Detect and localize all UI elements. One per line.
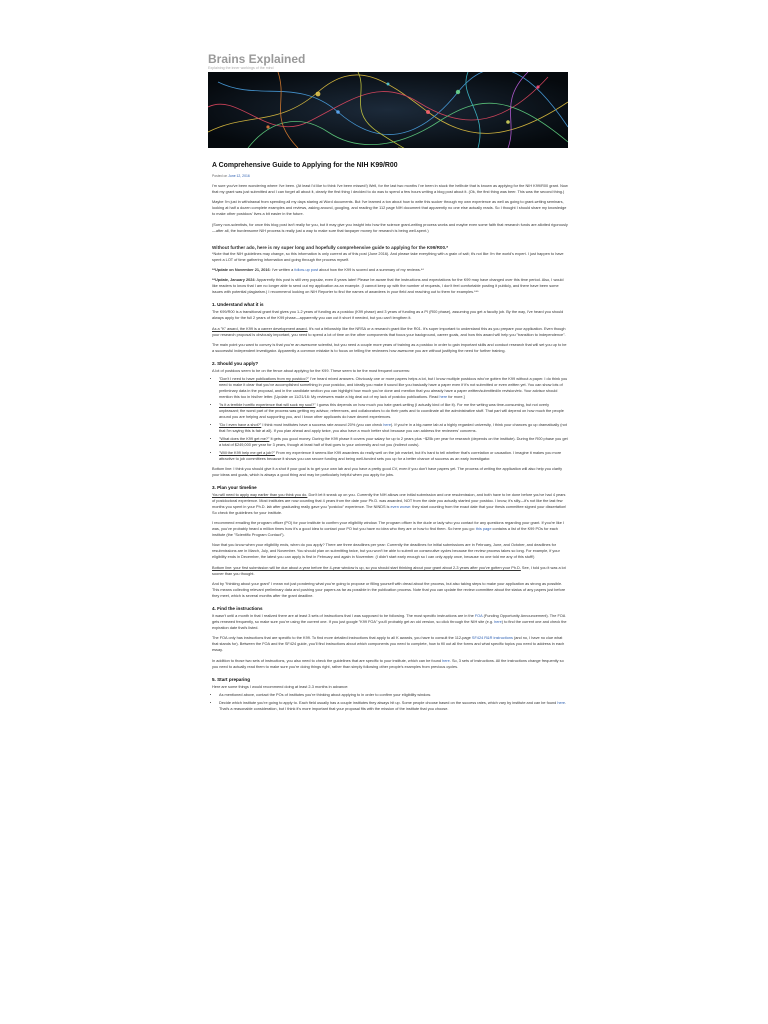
- s3-text: See, I told you it was a lot sooner than you thought.: [212, 565, 566, 576]
- list-item: [219, 451, 568, 463]
- s4-paragraph: [212, 636, 568, 654]
- site-title[interactable]: Brains Explained: [208, 52, 306, 66]
- s3-text: Don't let it sneak up on you. Currently the NIH allows one initial submission and one resubmission, and both have to be done before you've had 4 years of postdoctoral experience. Most institutes are now counting that 4 years from the date your Ph.D. was awarded, NOT from the date you actually started your postdoc. I know, it's silly—it's not like the last few months you spent in your Ph.D. lab after graduating really gave you "postdoc" experience. The NINDS is: [212, 492, 566, 509]
- s1-paragraph: [212, 327, 568, 339]
- answer: It gets you good money. During the K99 phase it covers your salary for up to 2 years plus ~$25k per year for research (depends on the institute). During the R00 phase you get a total of $249,000 per year for 3 years, though at least half of that goes to your university and not you (indirect costs).: [219, 436, 568, 447]
- here-link[interactable]: here: [442, 658, 450, 663]
- s3-paragraph: Now that you know when your eligibility ends, when do you apply? There are three deadlines per year: Currently the deadlines for initial submissions are in February, June, and October, and deadlines for resubmissions are in March, July, and November. You should plan on submitting twice, but you won't be able to submit on consecutive cycles because the review process takes so long. For example, if your eligibility ends in December, the latest you can apply is first in February and again in November. (I didn't start early enough so I can only apply once, because no one told me any of this stuff!): [212, 543, 560, 560]
- post-date-link[interactable]: June 12, 2016: [228, 174, 250, 178]
- s3-underlined: You will need to apply way earlier than you think you do.: [212, 492, 308, 497]
- question: "Will the K99 help me get a job?": [219, 450, 275, 455]
- update-1-text: : I've written a: [269, 268, 295, 273]
- section-heading-2: 2. Should you apply?: [212, 361, 259, 367]
- question: "What does the K99 get me?": [219, 436, 270, 441]
- lead-rest: *Note that the NIH guidelines may change, so this information is only current as of this post (June 2016). And please take everything with a grain of salt; it's not like I'm the world's expert. I just happen to have spent a LOT of time gathering information and going through the process myself.: [212, 251, 564, 262]
- update-2-label: **Update, January 2024: [212, 278, 255, 283]
- update-2-text: : Apparently this post is still very popular, even 8 years later! Please be aware that the instructions and expectations for the K99 may have changed over this time period. Also, I would like readers to know that I am no longer able to send out my application as an example. (I cannot keep up with the number of requests, I don't feel comfortable posting it publicly, and there have been some issues with potential plagiarism.) I recommend looking on NIH Reporter to find the names of awardees in your field and reaching out to them for examples.***: [212, 278, 564, 295]
- s5-list: [212, 693, 568, 713]
- s4-text: It wasn't until a month in that I realized there are at least 3 sets of instructions that I was supposed to be following. The most specific instructions are in the: [212, 614, 475, 619]
- s3-paragraph: And by "thinking about your grant" I mean not just pondering what you're going to propose or filling yourself with dread about the process, but also taking steps to make your application as strong as possible. This means collecting relevant preliminary data and pushing your papers as far as possible in the publication process. Note that you can update the review committee about the status of any papers just before they meet, which is several months after the grant deadline.: [212, 582, 566, 598]
- intro-paragraph: Maybe I'm just in withdrawal from spending all my days staring at Word documents. But I've learned a ton about how to write this sucker through my own experience as well as going to grant-writing seminars, looking at half a dozen complete examples and reviews, asking around, googling, and reading the 112 page NIH document that apparently no one else actually reads. So I thought I should share my knowledge to make other postdocs' lives a bit easier in the future.: [212, 200, 567, 217]
- item-text: Decide which institute you're going to apply to. Each field usually has a couple institutes they always hit up. Some people choose based on the success rates, which vary by institute and can be found: [219, 700, 558, 705]
- post-meta: [212, 174, 250, 178]
- s1-paragraph: The main point you want to convey is that you're an awesome scientist, but you need a couple more years of training as a postdoc in order to gain important skills and conduct research that will set you up to be a successful independent investigator. Apparently a common mistake is to focus on telling the reviewers how awesome you are without justifying the need for further training.: [212, 343, 567, 354]
- answer: I guess this depends on how much you hate grant-writing (I actually kind of like it). For me the writing was time-consuming, but not overly unpleasant; the worst part of the process was getting my advisor, references, and collaborators to do their parts and to coordinate all the administrative stuff. That part will depend on how much the people around you are helping and supporting you, and I know other applicants do have decent experiences.: [219, 403, 564, 419]
- update-1-tail: about how the K99 is scored and a summary of my reviews.**: [318, 268, 424, 273]
- answer: I think most institutes have a success rate around 20% (you can check: [261, 422, 384, 427]
- item-tail: . That's a reasonable consideration, but I think it's more important that your proposal fits with the mission of the institute that you choose.: [219, 700, 567, 711]
- s4-text-tail: (and no, I have no clue what that stands for). Between the FOA and the SF424 guide, you'll find instructions about which components you need to complete, how to fill out all the forms and what specific topics you need to address in each essay.: [212, 636, 565, 653]
- question: "Do I even have a shot?": [219, 422, 262, 427]
- intro-paragraph: (Sorry non-scientists, for once this blog post isn't really for you, but it may give you insight into how the science grant-writing process works and maybe even some faith that research funds are allotted rigorously—after all, the burdensome NIH process is really just a way to make sure that taxpayer money for research is being well-spent.): [212, 222, 568, 233]
- list-item: [219, 701, 568, 713]
- foa-link[interactable]: FOA: [474, 614, 483, 619]
- list-item: • As mentioned above, contact the POs of institutes you're thinking about applying to in order to confirm your eligibility window.: [219, 693, 568, 699]
- post-body: [212, 184, 568, 717]
- s4-text-tail: ) to find the current one and check the expiration date that's listed.: [212, 620, 567, 630]
- follow-up-post-link[interactable]: follow-up post: [294, 268, 319, 273]
- s4-paragraph: [212, 659, 568, 671]
- section-heading-4: 4. Find the instructions: [212, 605, 263, 611]
- s3-text-tail: contains a list of the K99 POs for each institute (the "Scientific Program Contact").: [212, 526, 558, 537]
- intro-paragraph: I'm sure you've been wondering where I've been. (At least I'd like to think I've been missed!) Well, for the last two months I've been in stuck the hellhole that is known as applying for the NIH K99/R00 grant. Now that my grant was just submitted and I can forget all about it, clearly the first thing I decided to do was to spend a few hours writing a blog post about it. (Ok, the first thing was beer. This was the second thing.): [212, 184, 568, 194]
- s3-text-tail: : they start counting from the exact date that your thesis committee signed your dissertation! So check the guidelines for your institute.: [212, 504, 567, 515]
- list-item: [219, 437, 568, 449]
- s1-underlined: As a "K" award, the K99 is a career development award.: [212, 326, 308, 331]
- update-1: [212, 268, 568, 274]
- question: "Don't I need to have publications from my postdoc?": [219, 377, 309, 382]
- s5-intro: Here are some things I would recommend doing at least 2-3 months in advance:: [212, 684, 349, 689]
- answer: From my experience it seems like K99 awardees do really well on the job market, but it's hard to tell whether that's correlation or causation. I imagine it makes you more attractive to job committees because it shows you can secure funding and being well-funded sets you up for a better chance of success as an early investigator.: [219, 450, 562, 461]
- s4-text: In addition to those two sets of instructions, you also need to check the guidelines that are specific to your institute, which can be found: [212, 658, 443, 663]
- header-banner-image: [208, 72, 568, 148]
- site-tagline: Explaining the inner workings of the mind: [208, 66, 274, 70]
- s3-underlined: Bottom line: your first submission will be due about a year before the 4-year window is up, so you should start thinking about your grant about 2-3 years after you've gotten your Ph.D.: [212, 565, 521, 570]
- here-link[interactable]: here: [557, 700, 566, 705]
- answer: I've heard mixed answers. Obviously one or more papers helps a lot, but I know multiple postdocs who've gotten the K99 without a paper. I do think you need to make it clear that you've accomplished something in your postdoc, and ideally you make it sound like you basically have a paper even if it's not submitted or even written yet. You can show lots of preliminary data in the proposal, and in the candidate section you can highlight how much you've done and mention that you already have a paper written/submitted/in revision/etc. Your advisor should mention this too in his/her letter. [Update on 11/21/16: My reviewers made a big deal out of my lack of postdoc publications. Read: [219, 377, 568, 400]
- section-heading-5: 5. Start preparing: [212, 676, 251, 682]
- section-heading-3: 3. Plan your timeline: [212, 484, 257, 490]
- lead-paragraph: [212, 244, 568, 264]
- list-item: [219, 403, 568, 421]
- s2-bottom-line: Bottom line: I think you should give it a shot if your goal is to get your own lab and you have a pretty good CV, even if you don't have papers yet. The process of writing the application will also help you clarify your ideas and goals, which is always a good thing and may be particularly helpful when you apply for jobs.: [212, 466, 563, 477]
- s3-paragraph: [212, 566, 568, 578]
- s1-paragraph: The K99/R00 is a transitional grant that gives you 1-2 years of funding as a postdoc (K99 phase) and 3 years of funding as a PI (R00 phase), assuming you get a faculty job. By the way, I've heard you should always apply for the full 2 years of the K99 phase—apparently you can cut it short if needed, but you can't lengthen it.: [212, 310, 564, 321]
- s1-text: It's not a fellowship like the NRSA or a research grant like the R01. It's super important to understand this as you prepare your application. Even though your research proposal is obviously important, you need to spend a lot of time on the other components that focus your background, career goals, and how this award will help you "transition to independence".: [212, 326, 566, 337]
- post-meta-prefix: Posted on: [212, 174, 228, 178]
- s4-text: The FOA only has instructions that are specific to the K99. To find more detailed instructions that apply to all K awards, you have to consult the 112-page: [212, 636, 472, 641]
- answer-tail: ). If you're in a big-name lab at a highly regarded university, I think your chances go up dramatically (not that I'm saying this is fair at all). If you plan ahead and apply twice, you also have a much better shot because you can address the reviewers' concerns.: [219, 422, 567, 433]
- list-item: [219, 423, 568, 435]
- list-item: [219, 377, 568, 401]
- sf424-link[interactable]: SF424 R&R instructions: [471, 636, 513, 641]
- post-title: A Comprehensive Guide to Applying for the NIH K99/R00: [212, 162, 398, 169]
- s3-text: I recommend emailing the program officer (PO) for your institute to confirm your eligibility window. The program officer is the dude or lady who you contact for any questions regarding your grant. If you're like I was, you've probably heard a million times how it's a good idea to contact your PO but you have no idea who they are or how to find them. So here you go:: [212, 520, 564, 531]
- s3-paragraph: [212, 493, 568, 517]
- this-page-link[interactable]: this page: [475, 526, 492, 531]
- neuron-image: [208, 72, 568, 148]
- section-heading-1: 1. Understand what it is: [212, 302, 264, 308]
- here-link[interactable]: here: [494, 620, 502, 624]
- s2-intro: A lot of postdocs seem to be on the fence about applying for the K99. These seem to be the most frequent concerns:: [212, 369, 411, 374]
- update-1-label: **Update on November 21, 2016: [212, 268, 270, 273]
- update-2: [212, 278, 568, 296]
- even-worse-link[interactable]: even worse: [390, 504, 411, 509]
- question: "Is it a terrible horrific experience that will suck my soul?": [219, 403, 316, 408]
- answer-tail: for more.]: [447, 395, 465, 400]
- here-link[interactable]: here: [383, 422, 391, 427]
- s3-paragraph: [212, 521, 568, 539]
- s2-list: [212, 377, 568, 462]
- here-link[interactable]: here: [439, 395, 448, 400]
- lead-bold: Without further ado, here is my super long and hopefully comprehensive guide to applying for the K99/R00.*: [212, 244, 449, 250]
- s4-paragraph: [212, 614, 568, 632]
- s4-text-tail: . So, 3 sets of instructions. All the instructions change frequently so you need to actually read them to make sure you're doing things right, rather than simply following other people's examples from previous cycles.: [212, 658, 564, 669]
- s4-text: (Funding Opportunity Announcement). The FOA gets renewed frequently, so make sure you're using the current one. If you just google "K99 FOA" you'll probably get an old version, so click through the NIH site (e.g.: [212, 614, 566, 624]
